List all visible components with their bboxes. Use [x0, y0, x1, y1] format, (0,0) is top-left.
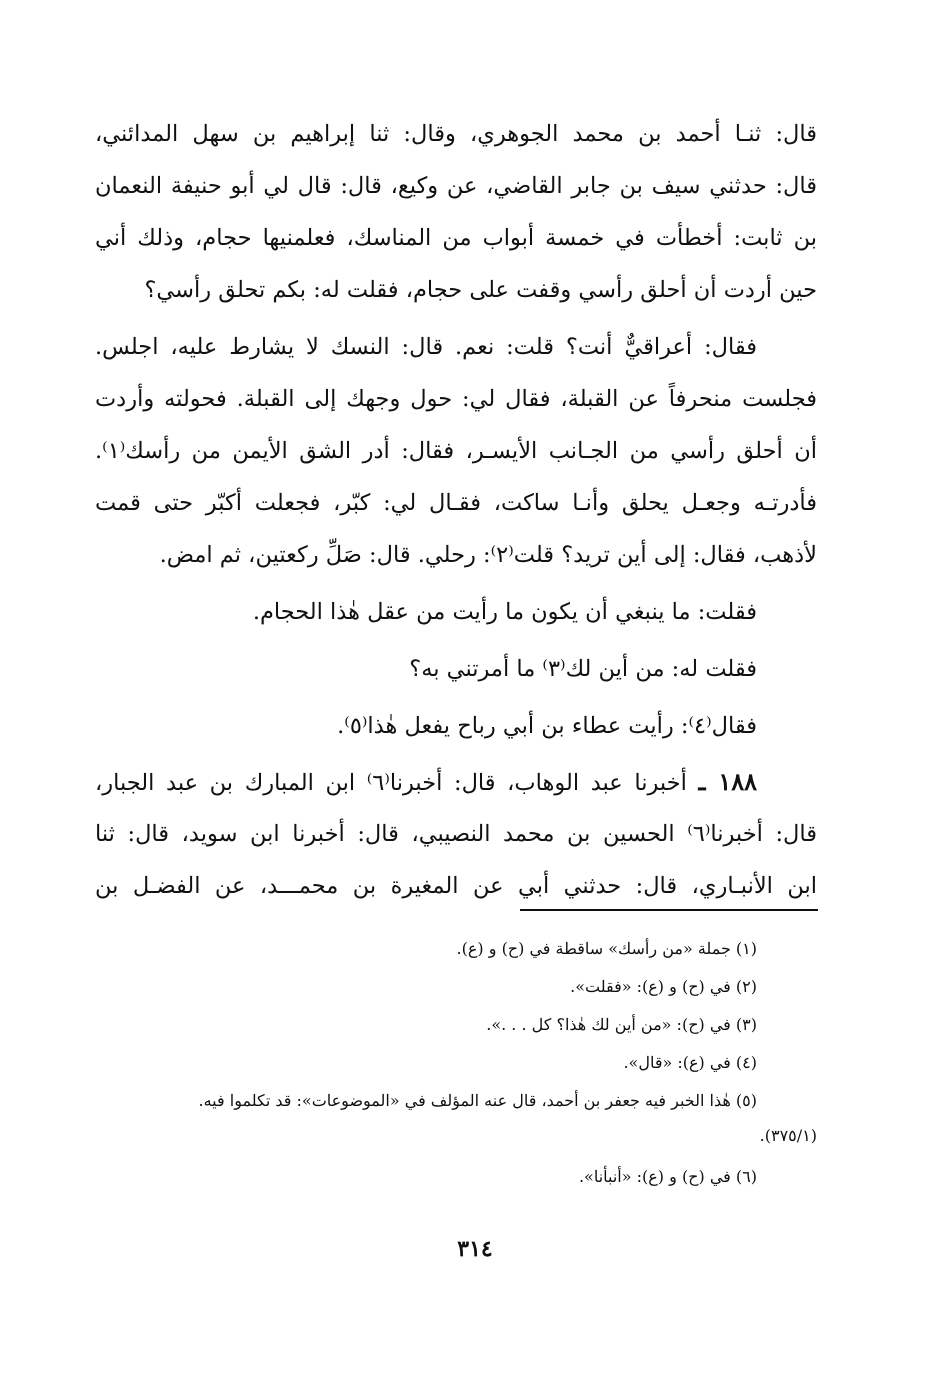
- footnote-item: (٣) في (ح): «من أين لك هٰذا؟ كل . . .».: [486, 1015, 757, 1034]
- text-line: فقلت: ما ينبغي أن يكون ما رأيت من عقل هٰذا الحجام.: [252, 599, 757, 625]
- hadith-first-line: أخبرنا عبد الوهاب، قال: أخبرنا⁽٦⁾ ابن المبارك بن عبد الجبار،: [95, 770, 687, 796]
- footnote-item: (٢) في (ح) و (ع): «فقلت».: [570, 977, 757, 996]
- text-line: فقلت له: من أين لك⁽٣⁾ ما أمرتني به؟: [409, 656, 757, 682]
- page-number: ٣١٤: [457, 1236, 493, 1262]
- text-line: قال: ثنـا أحمد بن محمد الجوهري، وقال: ثنا إبراهيم بن سهل المدائني،: [95, 121, 817, 147]
- main-text: [95, 108, 817, 908]
- footnote-continuation: (٣٧٥/١).: [759, 1126, 817, 1145]
- text-line: فقال⁽٤⁾: رأيت عطاء بن أبي رباح يفعل هٰذا⁽٥⁾.: [337, 713, 757, 739]
- text-line: فجلست منحرفاً عن القبلة، فقال لي: حول وجهك إلى القبلة. فحولته وأردت: [95, 386, 817, 412]
- text-line: ابن الأنبـاري، قال: حدثني أبي عن المغيرة بن محمـــد، عن الفضـل بن: [95, 873, 817, 899]
- text-line: قال: أخبرنا⁽٦⁾ الحسين بن محمد النصيبي، قال: أخبرنا ابن سويد، قال: ثنا: [95, 821, 817, 847]
- text-line: فقال: أعراقيٌّ أنت؟ قلت: نعم. قال: النسك لا يشارط عليه، اجلس.: [95, 334, 757, 360]
- footnote-item: (٤) في (ع): «قال».: [623, 1053, 757, 1072]
- hadith-188-line: [95, 756, 757, 808]
- text-line: قال: حدثني سيف بن جابر القاضي، عن وكيع، قال: قال لي أبو حنيفة النعمان: [95, 173, 817, 199]
- footnote-divider: [520, 909, 818, 911]
- text-line: أن أحلق رأسي من الجـانب الأيسـر، فقال: أدر الشق الأيمن من رأسك⁽١⁾.: [95, 438, 817, 464]
- text-line: بن ثابت: أخطأت في خمسة أبواب من المناسك، فعلمنيها حجام، وذلك أني: [95, 225, 817, 251]
- text-line: حين أردت أن أحلق رأسي وقفت على حجام، فقلت له: بكم تحلق رأسي؟: [144, 277, 817, 303]
- footnotes: [95, 930, 817, 1220]
- footnote-item: (٥) هٰذا الخبر فيه جعفر بن أحمد، قال عنه المؤلف في «الموضوعات»: قد تكلموا فيه.: [198, 1091, 757, 1110]
- text-line: فأدرتـه وجعـل يحلق وأنـا ساكت، فقـال لي: كبّر، فجعلت أكبّر حتى قمت: [95, 490, 817, 516]
- hadith-number: ١٨٨ ـ: [698, 767, 758, 796]
- footnote-item: (١) جملة «من رأسك» ساقطة في (ح) و (ع).: [456, 939, 757, 958]
- footnote-item: (٦) في (ح) و (ع): «أنبأنا».: [578, 1167, 757, 1186]
- text-line: لأذهب، فقال: إلى أين تريد؟ قلت⁽٢⁾: رحلي. قال: صَلِّ ركعتين، ثم امض.: [159, 542, 817, 568]
